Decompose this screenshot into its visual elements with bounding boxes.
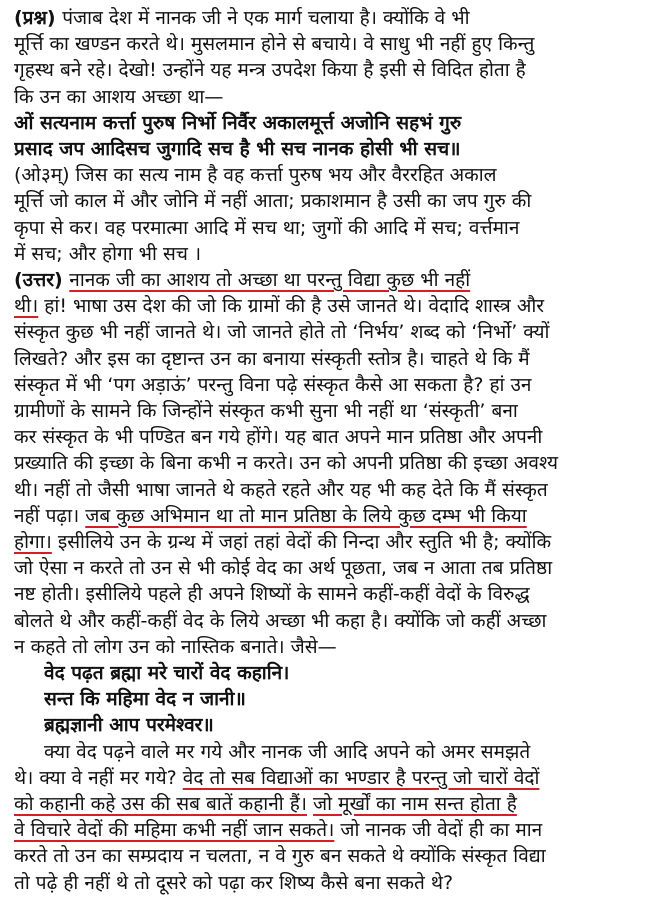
text-line <box>14 56 646 84</box>
underlined-text: को कहानी कहे उस की सब बातें कहानी हैं। <box>14 793 307 815</box>
text-span: तो पढ़े ही नहीं थे तो दूसरे को पढ़ा कर शिष्य कैसे बना सकते थे? <box>14 871 454 894</box>
text-line <box>14 345 646 373</box>
text-line <box>14 842 646 870</box>
bold-text: प्रसाद जप आदिसच जुगादि सच है भी सच नानक होसी भी सच॥ <box>14 138 461 160</box>
text-span: थी। नहीं तो जैसी भाषा जानते थे कहते रहते और यह भी कह देते कि मैं संस्कृत <box>14 478 548 501</box>
text-line <box>14 318 646 346</box>
text-line <box>14 292 646 320</box>
bold-text: ओं सत्यनाम कर्त्ता पुरुष निर्भो निर्वैर अकालमूर्त्त अजोनि सहभं गुरु <box>14 111 462 134</box>
text-line <box>14 423 646 451</box>
text-line <box>14 161 646 189</box>
text-span: कि उन का आशय अच्छा था— <box>14 85 224 108</box>
text-line <box>14 449 646 477</box>
text-line <box>14 397 646 425</box>
text-line <box>14 764 646 792</box>
text-span: संस्कृत में भी ‘पग अड़ाऊं’ परन्तु विना पढ़े संस्कृत कैसे आ सकता है? हां उन <box>14 373 532 396</box>
text-span: नहीं पढ़ा। <box>14 504 86 527</box>
text-span: न कहते तो लोग उन को नास्तिक बनाते। जैसे— <box>14 635 337 658</box>
text-span: हां! भाषा उस देश की जो कि ग्रामों की है उसे जानते थे। वेदादि शास्त्र और <box>38 295 545 318</box>
text-span: (ओ३म्) जिस का सत्य नाम है वह कर्त्ता पुरुष भय और वैररहित अकाल <box>14 164 497 187</box>
underlined-text: थी। <box>14 295 39 318</box>
text-span: मूर्त्ति जो काल में और जोनि में नहीं आता; प्रकाशमान है उसी का जप गुरु की <box>14 190 532 213</box>
underlined-text: वे विचारे वेदों की महिमा कभी नहीं जान सकते। <box>14 819 335 842</box>
text-span: कृपा से कर। वह परमात्मा आदि में सच था; जुगों की आदि में सच; वर्त्तमान <box>14 216 520 239</box>
underlined-text: जो मूर्खों का नाम सन्त होता है <box>313 793 517 815</box>
text-line <box>44 659 660 687</box>
text-span: क्या वेद पढ़ने वाले मर गये और नानक जी आदि अपने को अमर समझते <box>44 740 531 763</box>
text-span: में सच; और होगा भी सच । <box>14 242 202 265</box>
bold-text: सन्त कि महिमा वेद न जानी॥ <box>44 688 246 711</box>
bold-text: वेद पढ़त ब्रह्मा मरे चारों वेद कहानि। <box>44 662 290 684</box>
text-span: बोलते थे और कहीं-कहीं वेद के लिये अच्छा भी कहा है। क्योंकि जो कहीं अच्छा <box>14 609 547 632</box>
text-line <box>14 633 646 661</box>
underlined-text: नानक जी का आशय तो अच्छा था परन्तु विद्या कुछ भी नहीं <box>69 269 471 291</box>
text-line <box>14 135 646 163</box>
text-line <box>14 476 646 504</box>
text-span: लिखते? और इस का दृष्टान्त उन का बनाया संस्कृती स्तोत्र है। चाहते थे कि मैं <box>14 347 530 370</box>
text-line <box>44 738 660 766</box>
underlined-text: जब कुछ अभिमान था तो मान प्रतिष्ठा के लिये कुछ दम्भ भी किया <box>85 504 527 527</box>
text-line <box>14 816 646 844</box>
text-span: नष्ट होती। इसीलिये पहले ही अपने शिष्यों के सामने कहीं-कहीं वेदों के विरुद्ध <box>14 583 530 606</box>
text-line <box>14 187 646 215</box>
text-line <box>44 711 660 739</box>
text-line <box>14 528 646 556</box>
text-span: थे। क्या वे नहीं मर गये? <box>14 766 183 789</box>
bold-text: (उत्तर) <box>14 269 70 291</box>
text-line <box>14 607 646 635</box>
text-line <box>14 30 646 58</box>
text-span: इसीलिये उन के ग्रन्थ में जहां तहां वेदों की निन्दा और स्तुति भी है; क्योंकि <box>51 531 552 553</box>
text-line <box>14 240 646 268</box>
text-span: पंजाब देश में नानक जी ने एक मार्ग चलाया है। क्योंकि वे भी <box>62 7 470 29</box>
text-line <box>44 685 660 713</box>
text-span: जो ऐसा न करते तो उन से भी कोई वेद का अर्थ पूछता, जब न आता तब प्रतिष्ठा <box>14 557 553 580</box>
text-line <box>14 869 646 897</box>
text-line <box>14 109 646 137</box>
bold-text: ब्रह्मज्ञानी आप परमेश्वर॥ <box>44 714 214 737</box>
text-span: कर संस्कृत के भी पण्डित बन गये होंगे। यह बात अपने मान प्रतिष्ठा और अपनी <box>14 426 543 449</box>
text-line <box>14 83 646 111</box>
text-span: ग्रामीणों के सामने कि जिन्होंने संस्कृत कभी सुना भी नहीं था ‘संस्कृती’ बना <box>14 400 518 422</box>
text-span: करते तो उन का सम्प्रदाय न चलता, न वे गुरु बन सकते थे क्योंकि संस्कृत विद्या <box>14 845 546 868</box>
text-line <box>14 580 646 608</box>
text-span: जो नानक जी वेदों ही का मान <box>334 819 543 842</box>
text-span: मूर्त्ति का खण्डन करते थे। मुसलमान होने से बचाये। वे साधु भी नहीं हुए किन्तु <box>14 33 535 56</box>
text-line <box>14 266 646 294</box>
text-line <box>14 790 646 818</box>
text-line <box>14 371 646 399</box>
text-span: गृहस्थ बने रहे। देखो! उन्होंने यह मन्त्र उपदेश किया है इसी से विदित होता है <box>14 59 526 82</box>
text-line <box>14 502 646 530</box>
text-line <box>14 214 646 242</box>
bold-text: (प्रश्न) <box>14 7 63 29</box>
underlined-text: वेद तो सब विद्याओं का भण्डार है परन्तु जो चारों वेदों <box>182 766 540 789</box>
text-span: प्रख्याति की इच्छा के बिना कभी न करते। उन को अपनी प्रतिष्ठा की इच्छा अवश्य <box>14 452 559 475</box>
text-line <box>14 554 646 582</box>
text-span: संस्कृत कुछ भी नहीं जानते थे। जो जानते होते तो ‘निर्भय’ शब्द को ‘निर्भो’ क्यों <box>14 321 550 344</box>
text-line <box>14 4 646 32</box>
underlined-text: होगा। <box>14 531 52 553</box>
